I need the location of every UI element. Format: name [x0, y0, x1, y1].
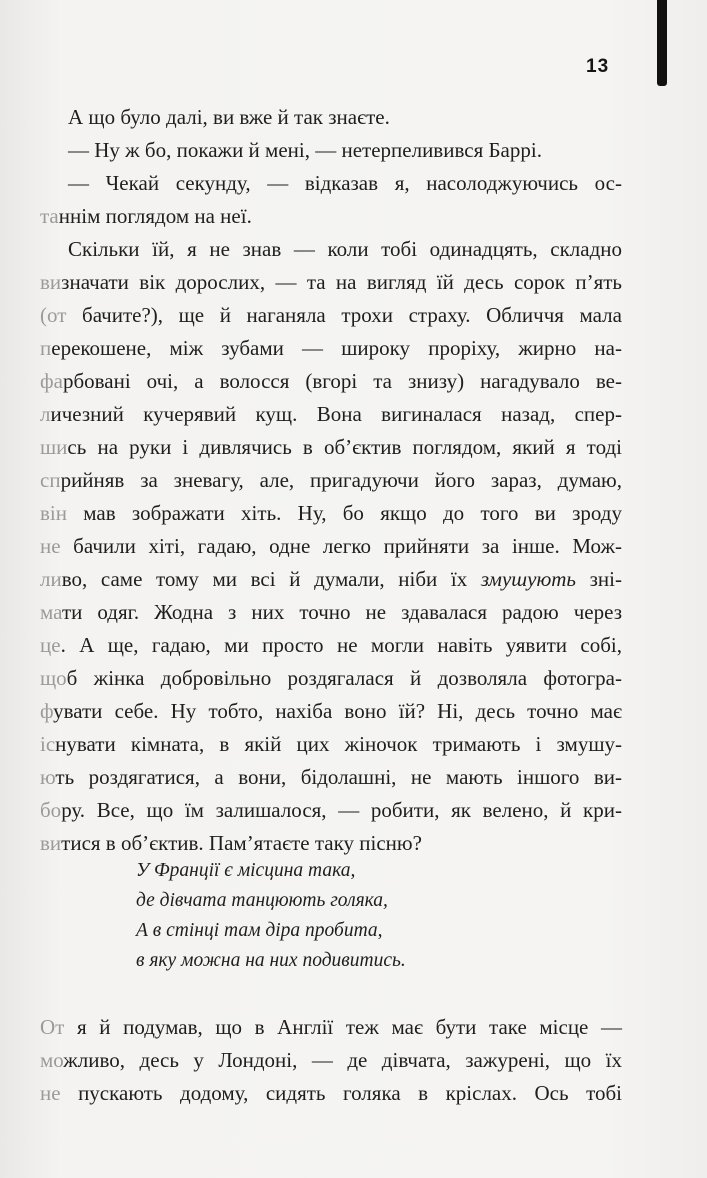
faded-text: іс	[40, 732, 56, 756]
text-line	[40, 761, 622, 794]
faded-text: ви	[40, 831, 62, 855]
line-text: б жінка добровільно роздягалася й дозволяла фотогра-	[66, 666, 622, 690]
line-text: ичезний кучерявий кущ. Вона вигиналася назад, спер-	[50, 402, 622, 426]
line-text: сь на руки і дивлячись в об’єктив поглядом, який я тоді	[67, 435, 622, 459]
line-text: ру. Все, що їм залишалося, — робити, як велено, й кри-	[61, 798, 622, 822]
verse-line: А в стінці там діра пробита,	[136, 920, 383, 941]
faded-text: ю	[40, 765, 56, 789]
faded-text: ши	[40, 435, 68, 459]
text-line	[40, 728, 622, 761]
faded-text: сп	[40, 468, 61, 492]
text-line	[40, 167, 622, 200]
line-text: Скільки їй, я не знав — коли тобі одинадцять, складно	[68, 237, 622, 261]
faded-text: п	[40, 336, 52, 360]
text-line	[40, 1044, 622, 1077]
line-text: тися в об’єктив. Пам’ятаєте таку пісню?	[61, 831, 422, 855]
text-line	[40, 200, 622, 233]
text-line	[40, 563, 622, 596]
line-text: ти одяг. Жодна з них точно не здавалася радою через	[61, 600, 622, 624]
faded-text: ви	[40, 270, 62, 294]
faded-text: л	[40, 402, 51, 426]
text-line	[40, 332, 622, 365]
text-line	[40, 365, 622, 398]
faded-text: мо	[40, 1048, 64, 1072]
line-text: во, саме тому ми всі й думали, ніби їх	[61, 567, 481, 591]
verse-line: в яку можна на них подивитись.	[136, 950, 406, 971]
faded-text: це	[40, 633, 61, 657]
line-text: ерекошене, між зубами — широку проріху, жирно на-	[51, 336, 622, 360]
body-text-bottom	[40, 1011, 622, 1110]
verse-line: де дівчата танцюють голяка,	[136, 890, 388, 911]
page-edge-mark	[657, 0, 667, 86]
faded-text: що	[40, 666, 67, 690]
text-line	[40, 497, 622, 530]
line-text: . А ще, гадаю, ми просто не могли навіть уявити собі,	[60, 633, 622, 657]
faded-text: та	[40, 204, 59, 228]
faded-text: ли	[40, 567, 62, 591]
faded-text: (от	[40, 303, 67, 327]
line-text-after: зні-	[575, 567, 622, 591]
text-line	[40, 794, 622, 827]
body-text-top	[40, 101, 622, 860]
text-line	[40, 629, 622, 662]
faded-text: ф	[40, 699, 54, 723]
line-text: рбовані очі, а волосся (вгорі та знизу) нагадувало ве-	[62, 369, 622, 393]
text-line	[40, 662, 622, 695]
text-line	[40, 431, 622, 464]
faded-text: фа	[40, 369, 63, 393]
text-line	[40, 233, 622, 266]
line-text: значати вік дорослих, — та на вигляд їй десь сорок п’ять	[61, 270, 622, 294]
text-line	[40, 464, 622, 497]
verse-line: У Франції є місцина така,	[136, 860, 356, 881]
text-line	[40, 596, 622, 629]
faded-text: не	[40, 534, 61, 558]
text-line	[40, 1011, 622, 1044]
line-text: А що було далі, ви вже й так знаєте.	[68, 105, 390, 129]
line-text: рийняв за зневагу, але, пригадуючи його зараз, думаю,	[60, 468, 622, 492]
faded-text: бо	[40, 798, 62, 822]
line-text: увати себе. Ну тобто, нахіба воно їй? Ні, десь точно має	[53, 699, 622, 723]
line-text: ннім поглядом на неї.	[58, 204, 252, 228]
text-line	[40, 530, 622, 563]
line-text: нувати кімната, в якій цих жіночок тримають і змушу-	[55, 732, 622, 756]
faded-text: ма	[40, 600, 62, 624]
verse-quote	[136, 856, 596, 976]
faded-text: От	[40, 1015, 65, 1039]
line-text: ть роздягатися, а вони, бідолашні, не мають іншого ви-	[55, 765, 622, 789]
text-line	[40, 1077, 622, 1110]
line-text: бачите?), ще й наганяла трохи страху. Обличчя мала	[66, 303, 622, 327]
text-line	[40, 398, 622, 431]
line-text: — Ну ж бо, покажи й мені, — нетерпеливився Баррі.	[68, 138, 542, 162]
line-text: я й подумав, що в Англії теж має бути таке місце —	[64, 1015, 622, 1039]
line-text: — Чекай секунду, — відказав я, насолоджуючись ос-	[68, 171, 622, 195]
line-text: бачили хіті, гадаю, одне легко прийняти за інше. Мож-	[60, 534, 622, 558]
line-text: жливо, десь у Лондоні, — де дівчата, зажурені, що їх	[63, 1048, 622, 1072]
text-line	[40, 695, 622, 728]
faded-text: не	[40, 1081, 61, 1105]
page-number: 13	[586, 56, 610, 77]
text-line	[40, 101, 622, 134]
text-line	[40, 299, 622, 332]
emphasis-text: змушують	[480, 567, 576, 591]
text-line	[40, 266, 622, 299]
line-text: мав зображати хіть. Ну, бо якщо до того ви зроду	[67, 501, 622, 525]
line-text: пускають додому, сидять голяка в кріслах. Ось тобі	[60, 1081, 622, 1105]
text-line	[40, 134, 622, 167]
faded-text: він	[40, 501, 67, 525]
